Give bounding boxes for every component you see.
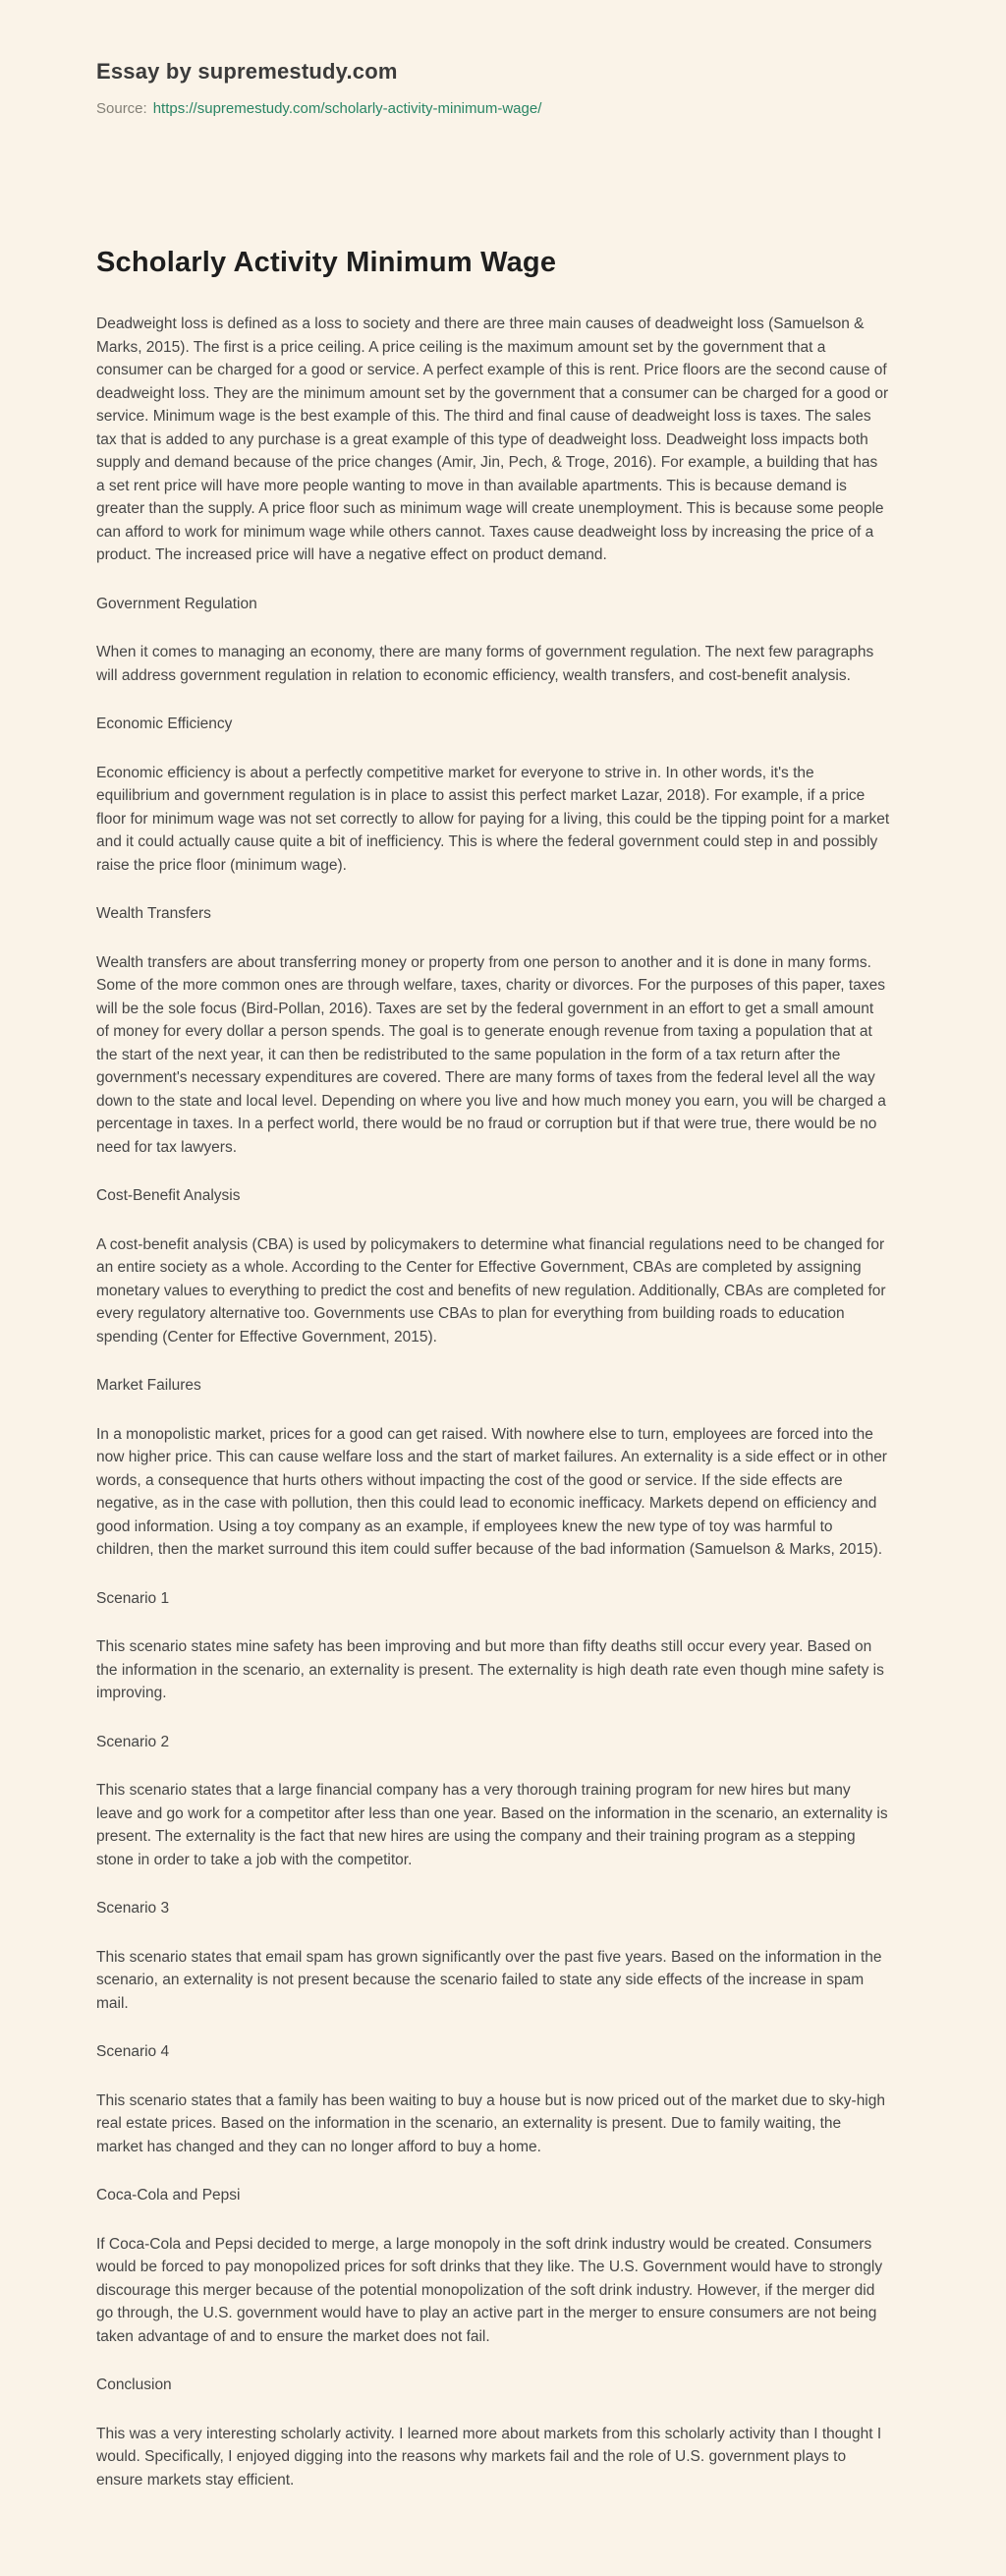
- section-heading: Wealth Transfers: [96, 905, 211, 922]
- paragraph: Economic efficiency is about a perfectly competitive market for everyone to strive in. In other words, it's the equilibrium and government regulation is in place to assist this perfect market Lazar, 2018). For example, if a price floor for minimum wage was not set correctly to allow for paying for a living, this could be the tipping point for a market and it could actually cause quite a bit of inefficiency. This is where the federal government could step in and possibly raise the price floor (minimum wage).: [96, 764, 890, 874]
- essay-body: [96, 313, 890, 2491]
- source-label: Source:: [96, 100, 147, 117]
- paragraph: This scenario states that a large financial company has a very thorough training program for new hires but many leave and go work for a competitor after less than one year. Based on the information in the scenario, an externality is present. The externality is the fact that new hires are using the company and their training program as a stepping stone in order to take a job with the competitor.: [96, 1782, 888, 1868]
- paragraph: Wealth transfers are about transferring money or property from one person to another and it is done in many forms. Some of the more common ones are through welfare, taxes, charity or divorces. For the purposes of this paper, taxes will be the sole focus (Bird-Pollan, 2016). Taxes are set by the federal government in an effort to get a small amount of money for every dollar a person spends. The goal is to generate enough revenue from taxing a population that at the start of the next year, it can then be redistributed to the same population in the form of a tax return after the government's necessary expenditures are covered. There are many forms of taxes from the federal level all the way down to the state and local level. Depending on where you live and how much money you earn, you will be charged a percentage in taxes. In a perfect world, there would be no fraud or corruption but if that were true, there would be no need for tax lawyers.: [96, 953, 886, 1156]
- source-link[interactable]: https://supremestudy.com/scholarly-activity-minimum-wage/: [152, 100, 542, 117]
- source-line: [96, 100, 890, 117]
- essay: [96, 247, 890, 2491]
- section-heading: Scenario 3: [96, 1900, 170, 1917]
- paragraph: If Coca-Cola and Pepsi decided to merge, a large monopoly in the soft drink industry would be created. Consumers would be forced to pay monopolized prices for soft drinks that they like. The U.S. Government would have to strongly discourage this merger because of the potential monopolization of the soft drink industry. However, if the merger did go through, the U.S. government would have to play an active part in the merger to ensure consumers are not being taken advantage of and to ensure the market does not fail.: [96, 2235, 883, 2345]
- header-site-title: Essay by supremestudy.com: [96, 59, 398, 84]
- section-heading: Coca-Cola and Pepsi: [96, 2187, 241, 2204]
- paragraph: This scenario states that email spam has grown significantly over the past five years. Based on the information in the scenario, an externality is not present because the scenario failed to state any side effects of the increase in spam mail.: [96, 1948, 882, 2012]
- section-heading: Scenario 4: [96, 2043, 170, 2060]
- section-heading: Scenario 1: [96, 1589, 170, 1607]
- essay-title: Scholarly Activity Minimum Wage: [96, 247, 557, 278]
- paragraph: When it comes to managing an economy, there are many forms of government regulation. The next few paragraphs will address government regulation in relation to economic efficiency, wealth transfers, and cost-benefit analysis.: [96, 644, 874, 684]
- paragraph: This scenario states mine safety has been improving and but more than fifty deaths still occur every year. Based on the information in the scenario, an externality is present. The externality is high death rate even though mine safety is improving.: [96, 1638, 884, 1701]
- section-heading: Scenario 2: [96, 1733, 170, 1750]
- paragraph: Deadweight loss is defined as a loss to society and there are three main causes of deadweight loss (Samuelson & Marks, 2015). The first is a price ceiling. A price ceiling is the maximum amount set by the government that a consumer can be charged for a good or service. A perfect example of this is rent. Price floors are the second cause of deadweight loss. They are the minimum amount set by the government that a consumer can be charged for a good or service. Minimum wage is the best example of this. The third and final cause of deadweight loss is taxes. The sales tax that is added to any purchase is a great example of this type of deadweight loss. Deadweight loss impacts both supply and demand because of the price changes (Amir, Jin, Pech, & Troge, 2016). For example, a building that has a set rent price will have more people wanting to move in than available apartments. This is because demand is greater than the supply. A price floor such as minimum wage will create unemployment. This is because some people can afford to work for minimum wage while others cannot. Taxes cause deadweight loss by increasing the price of a product. The increased price will have a negative effect on product demand.: [96, 315, 889, 563]
- section-heading: Economic Efficiency: [96, 716, 233, 732]
- section-heading: Market Failures: [96, 1377, 201, 1394]
- paragraph: This was a very interesting scholarly activity. I learned more about markets from this scholarly activity than I thought I would. Specifically, I enjoyed digging into the reasons why markets fail and the role of U.S. government plays to ensure markets stay efficient.: [96, 2425, 882, 2489]
- section-heading: Conclusion: [96, 2376, 172, 2393]
- section-heading: Cost-Benefit Analysis: [96, 1187, 241, 1204]
- header: [96, 59, 890, 117]
- paragraph: This scenario states that a family has been waiting to buy a house but is now priced out of the market due to sky-high real estate prices. Based on the information in the scenario, an externality is present. Due to family waiting, the market has changed and they can no longer afford to buy a home.: [96, 2091, 885, 2155]
- paragraph: In a monopolistic market, prices for a good can get raised. With nowhere else to turn, employees are forced into the now higher price. This can cause welfare loss and the start of market failures. An externality is a side effect or in other words, a consequence that hurts others without impacting the cost of the good or service. If the side effects are negative, as in the case with pollution, then this could lead to economic inefficacy. Markets depend on efficiency and good information. Using a toy company as an example, if employees knew the new type of toy was harmful to children, then the market surround this item could suffer because of the bad information (Samuelson & Marks, 2015).: [96, 1425, 887, 1558]
- paragraph: A cost-benefit analysis (CBA) is used by policymakers to determine what financial regulations need to be changed for an entire society as a whole. According to the Center for Effective Government, CBAs are completed by assigning monetary values to everything to predict the cost and benefits of new regulation. Additionally, CBAs are completed for every regulatory alternative too. Governments use CBAs to plan for everything from building roads to education spending (Center for Effective Government, 2015).: [96, 1235, 886, 1345]
- section-heading: Government Regulation: [96, 595, 257, 612]
